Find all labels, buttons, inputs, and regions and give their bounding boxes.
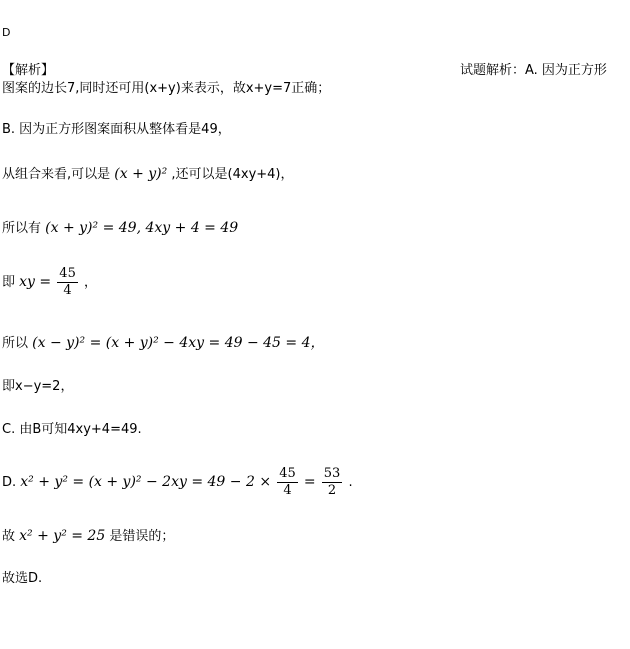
fraction-45-4-d — [277, 466, 298, 499]
equals-sign: = — [303, 474, 316, 490]
line-e-expr: x² + y² = 25 — [19, 528, 106, 544]
fraction-denominator: 4 — [63, 283, 72, 298]
line-b3-prefix: 所以有 — [2, 221, 42, 236]
line-b5 — [2, 334, 325, 353]
line-b4 — [2, 266, 97, 299]
fraction-numerator: 53 — [323, 466, 341, 481]
fraction-45-4 — [57, 266, 78, 299]
line-b2 — [2, 165, 294, 184]
line-f: 故选D. — [2, 571, 43, 586]
line-b3 — [2, 219, 238, 238]
fraction-numerator: 45 — [59, 266, 76, 281]
line-b5-prefix: 所以 — [2, 336, 29, 351]
line-e-suffix: 是错误的； — [109, 529, 175, 544]
fraction-denominator: 2 — [327, 483, 337, 498]
line-b3-expr: (x + y)² = 49, 4xy + 4 = 49 — [45, 220, 239, 236]
line-b2-suffix: ,还可以是(4xy+4)， — [171, 167, 294, 182]
line-b6: 即x−y=2， — [2, 379, 74, 394]
line-b5-expr: (x − y)² = (x + y)² − 4xy = 49 − 45 = 4， — [32, 335, 325, 351]
line-b1: B. 因为正方形图案面积从整体看是49， — [2, 122, 231, 137]
line-d-expr: x² + y² = (x + y)² − 2xy = 49 − 2 × — [20, 474, 272, 490]
line-c: C. 由B可知4xy+4=49. — [2, 422, 142, 437]
line-e — [2, 527, 174, 546]
line-d — [2, 466, 353, 499]
fraction-53-2 — [322, 466, 343, 499]
line-a2: 图案的边长7,同时还可用(x+y)来表示，故x+y=7正确； — [2, 81, 331, 96]
fraction-numerator: 45 — [279, 466, 296, 481]
analysis-label: 【解析】 — [2, 63, 55, 78]
fraction-denominator: 4 — [283, 483, 292, 498]
line-d-prefix: D. — [2, 475, 21, 490]
line-b2-expr: (x + y)² — [114, 166, 168, 182]
line-b4-prefix: 即 — [2, 275, 16, 290]
line-b2-prefix: 从组合来看,可以是 — [2, 167, 111, 182]
line-b4-suffix: ， — [83, 275, 97, 290]
analysis-start: 试题解析：A. 因为正方形 — [460, 63, 607, 78]
line-d-suffix: . — [348, 475, 353, 490]
line-b4-lhs: xy = — [19, 274, 52, 290]
line-e-prefix: 故 — [2, 529, 20, 544]
answer-text: D — [2, 26, 11, 39]
